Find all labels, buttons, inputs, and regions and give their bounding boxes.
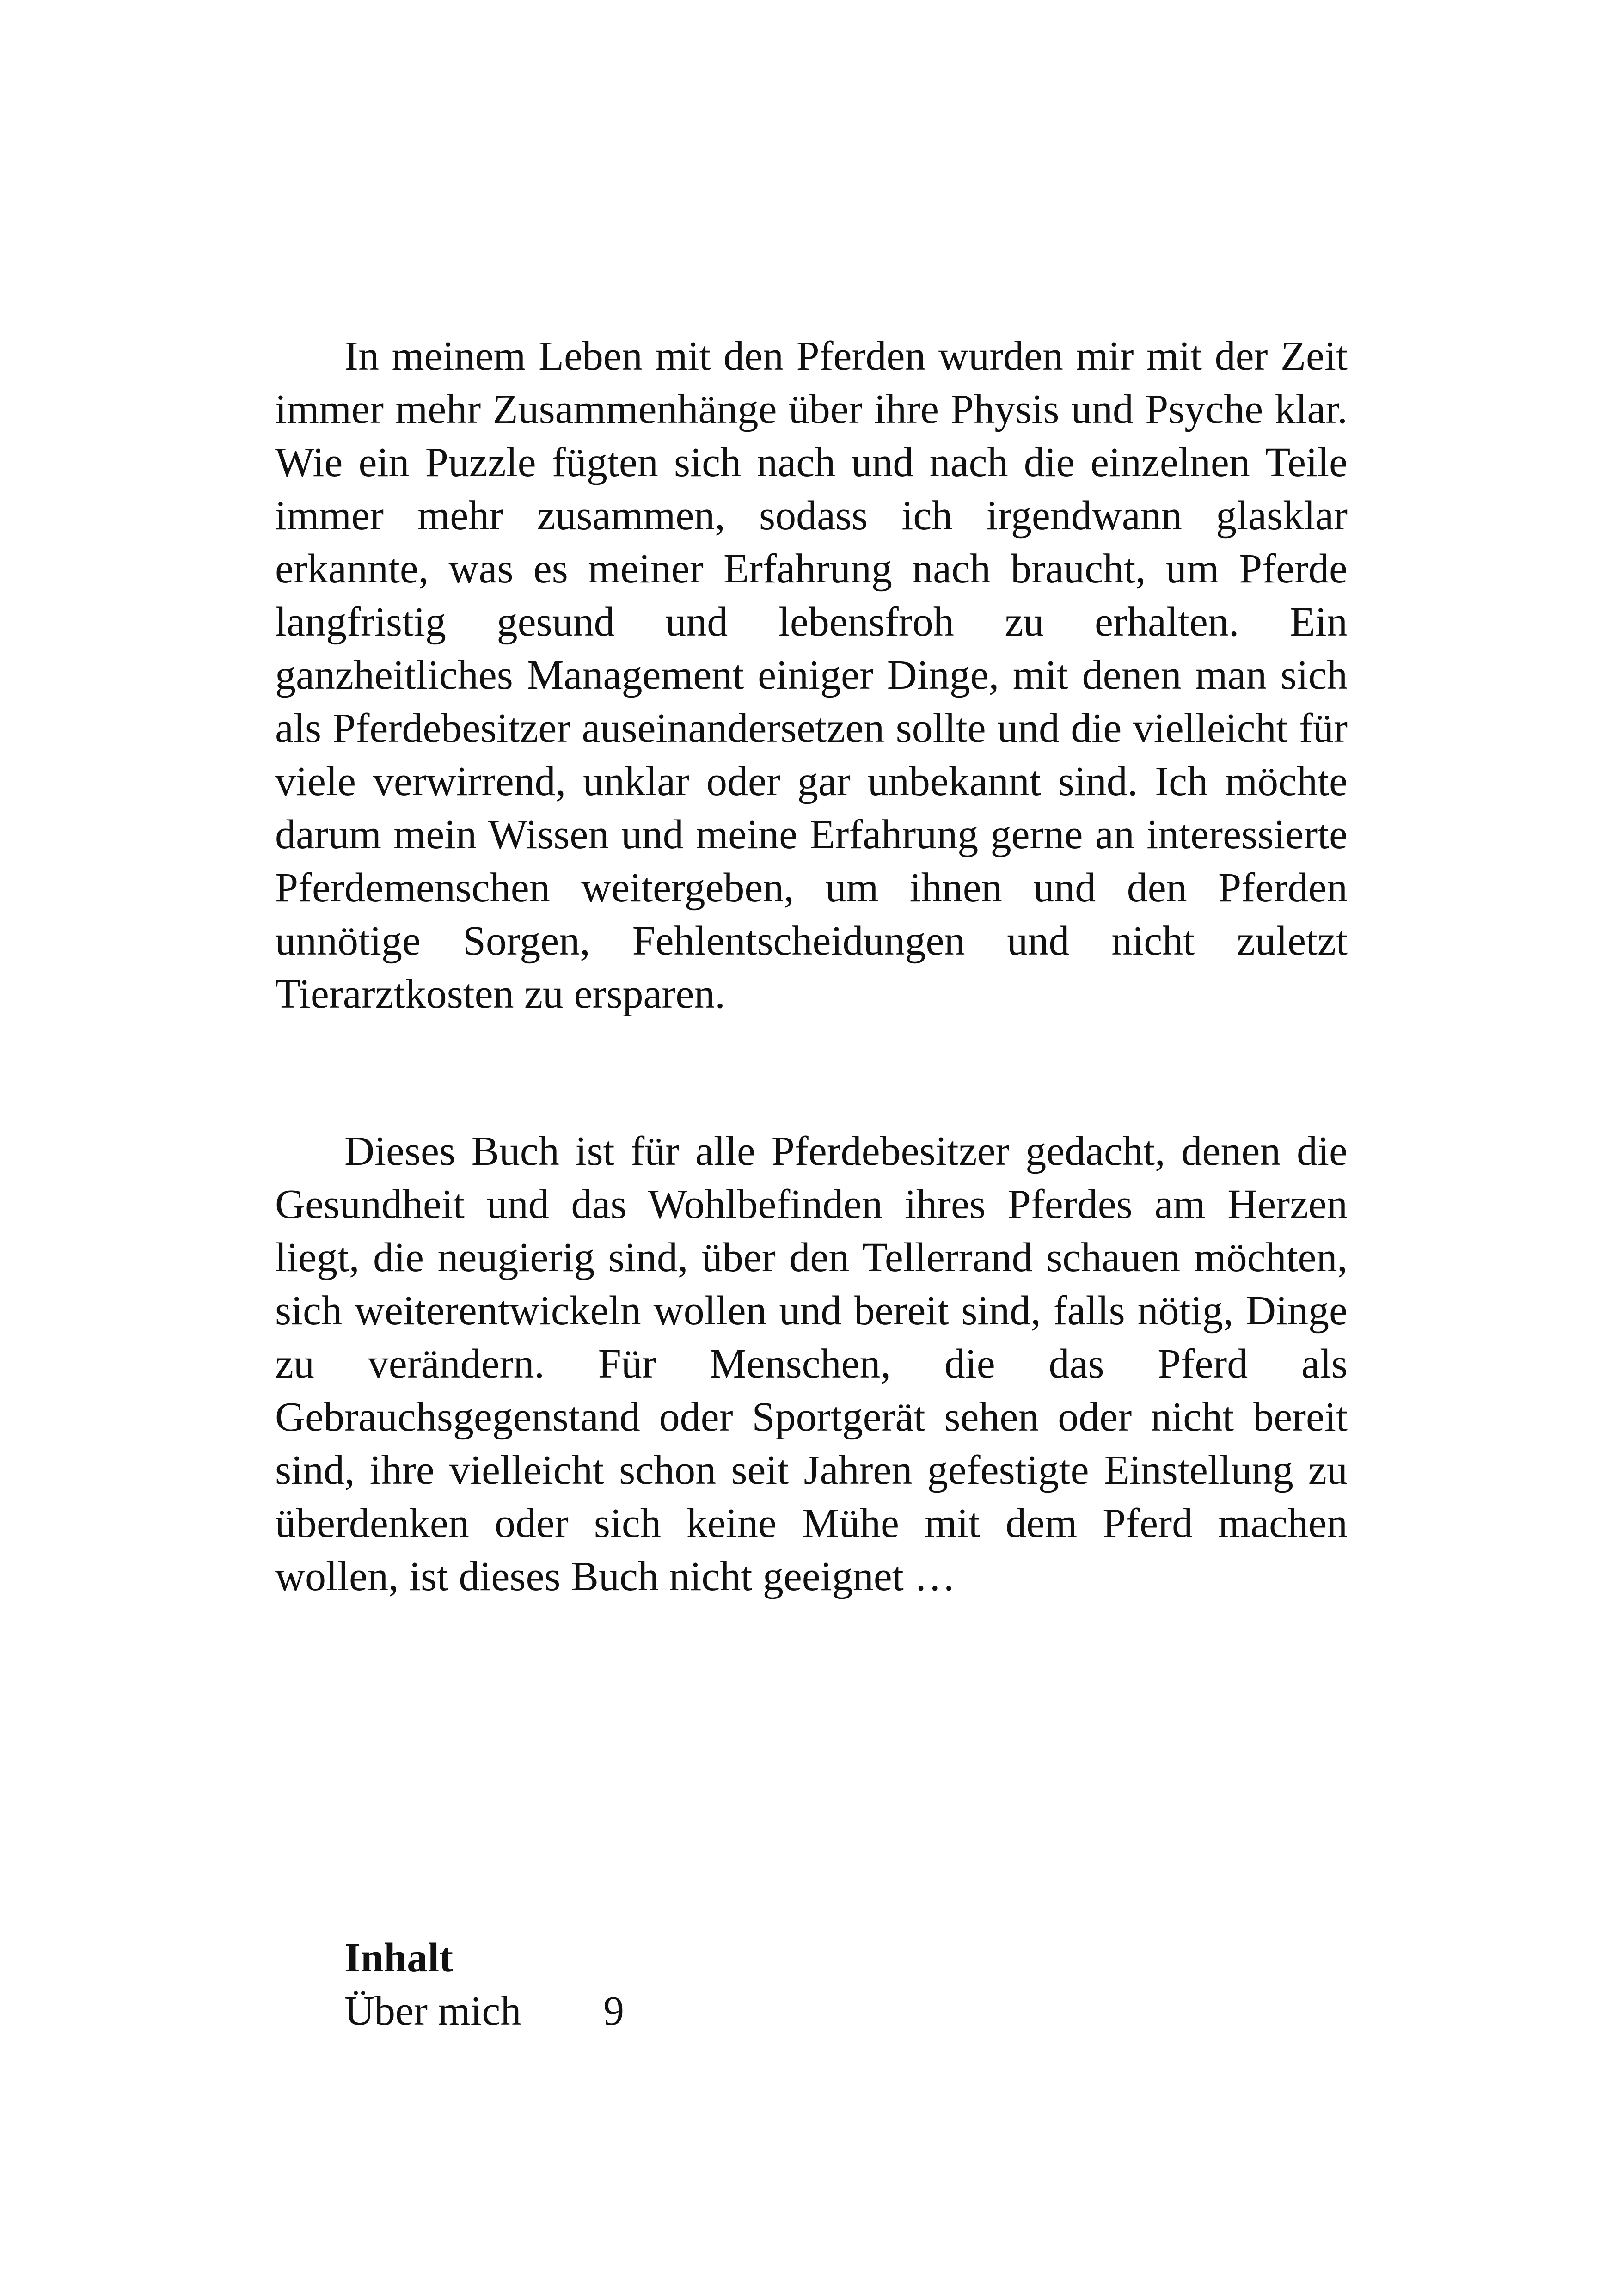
toc-entry[interactable] xyxy=(344,1984,899,2038)
toc-entry-label: Über mich xyxy=(344,1988,521,2034)
table-of-contents xyxy=(344,1931,899,2038)
body-paragraph: In meinem Leben mit den Pferden wurden mir mit der Zeit immer mehr Zusammenhänge über ihre Physis und Psyche klar. Wie ein Puzzle fügten sich nach und nach die einzelnen Teile immer mehr zusammen, sodass ich irgendwann glasklar erkannte, was es meiner Erfahrung nach braucht, um Pferde langfristig gesund und lebensfroh zu erhalten. Ein ganzheitliches Management einiger Dinge, mit denen man sich als Pferdebesitzer auseinandersetzen sollte und die vielleicht für viele verwirrend, unklar oder gar unbekannt sind. Ich möchte darum mein Wissen und meine Erfahrung gerne an interessierte Pferdemenschen weitergeben, um ihnen und den Pferden unnötige Sorgen, Fehlentscheidungen und nicht zuletzt Tierarztkosten zu ersparen. xyxy=(275,333,1348,1017)
body-paragraph: Dieses Buch ist für alle Pferdebesitzer gedacht, denen die Gesundheit und das Wohlbefinden ihres Pferdes am Herzen liegt, die neugierig sind, über den Tellerrand schauen möchten, sich weiterentwickeln wollen und bereit sind, falls nötig, Dinge zu verändern. Für Menschen, die das Pferd als Gebrauchsgegenstand oder Sportgerät sehen oder nicht bereit sind, ihre vielleicht schon seit Jahren gefestigte Einstellung zu überdenken oder sich keine Mühe mit dem Pferd machen wollen, ist dieses Buch nicht geeignet … xyxy=(275,1128,1348,1599)
toc-entry-page-number: 9 xyxy=(603,1988,624,2034)
toc-heading: Inhalt xyxy=(344,1935,454,1981)
